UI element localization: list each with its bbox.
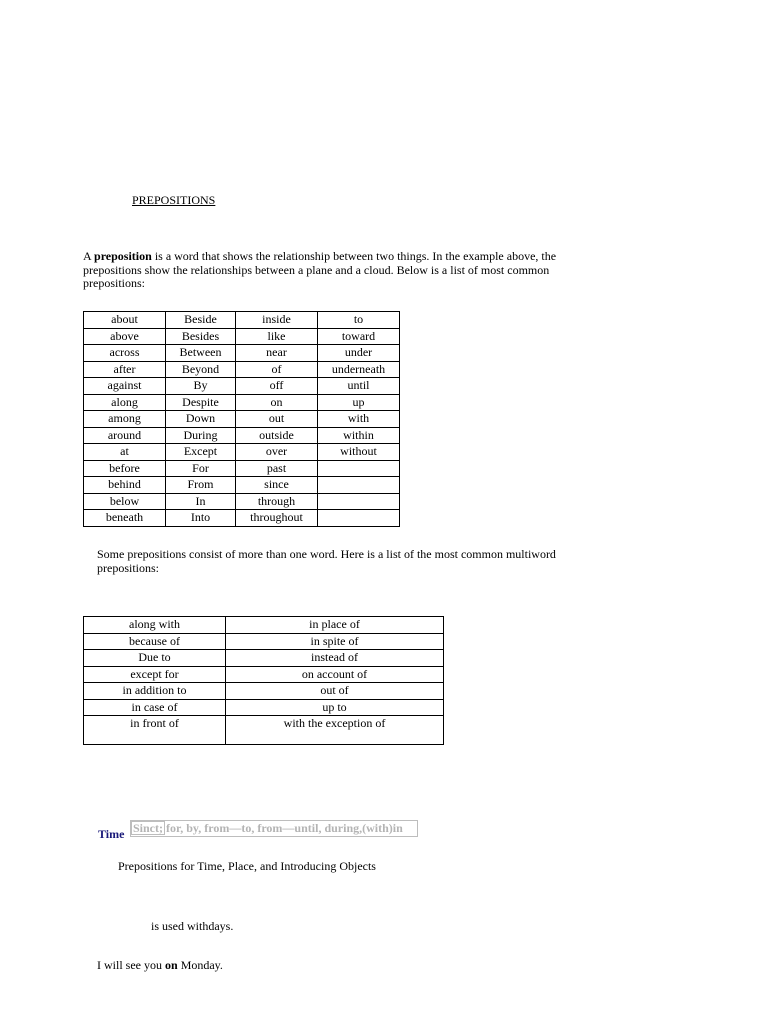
time-subbox xyxy=(131,821,165,835)
table-cell: against xyxy=(84,378,166,395)
table-cell: before xyxy=(84,460,166,477)
table-cell xyxy=(318,493,400,510)
table-cell: among xyxy=(84,411,166,428)
example-prefix: I will see you xyxy=(97,958,165,972)
table-cell: within xyxy=(318,427,400,444)
table-cell: Besides xyxy=(166,328,236,345)
table-cell: under xyxy=(318,345,400,362)
table-cell: throughout xyxy=(236,510,318,527)
table-row xyxy=(84,617,444,634)
table-cell: inside xyxy=(236,312,318,329)
table-row xyxy=(84,411,400,428)
table-cell: with xyxy=(318,411,400,428)
table-cell: at xyxy=(84,444,166,461)
table-cell: to xyxy=(318,312,400,329)
table-cell: since xyxy=(236,477,318,494)
table-cell: across xyxy=(84,345,166,362)
table-cell xyxy=(318,477,400,494)
table-cell: with the exception of xyxy=(226,716,444,745)
table-cell: off xyxy=(236,378,318,395)
table-cell: near xyxy=(236,345,318,362)
table-row xyxy=(84,328,400,345)
time-box-text: Sinct; for, by, from—to, from—until, during,(with)in xyxy=(133,821,403,835)
section-heading: Prepositions for Time, Place, and Introducing Objects xyxy=(118,859,376,873)
example-suffix: Monday. xyxy=(177,958,223,972)
table-row xyxy=(84,510,400,527)
table-cell: outside xyxy=(236,427,318,444)
table-row xyxy=(84,394,400,411)
table-row xyxy=(84,477,400,494)
table-cell: along xyxy=(84,394,166,411)
table-cell: out of xyxy=(226,683,444,700)
table-cell: Despite xyxy=(166,394,236,411)
table-cell: about xyxy=(84,312,166,329)
table-cell: Except xyxy=(166,444,236,461)
table-cell: behind xyxy=(84,477,166,494)
table-row xyxy=(84,699,444,716)
example-sentence xyxy=(97,958,223,973)
table-row xyxy=(84,345,400,362)
table-row xyxy=(84,683,444,700)
table-row xyxy=(84,460,400,477)
table-cell: in front of xyxy=(84,716,226,745)
table-cell: above xyxy=(84,328,166,345)
table-row xyxy=(84,361,400,378)
table-row xyxy=(84,633,444,650)
table-cell xyxy=(318,460,400,477)
time-label: Time xyxy=(98,827,125,841)
table-cell: instead of xyxy=(226,650,444,667)
common-prepositions-table xyxy=(83,311,400,527)
table-cell: Beyond xyxy=(166,361,236,378)
table-cell: of xyxy=(236,361,318,378)
table-cell: in spite of xyxy=(226,633,444,650)
table-cell: along with xyxy=(84,617,226,634)
example-bold: on xyxy=(165,958,178,972)
table-row xyxy=(84,666,444,683)
table-cell: underneath xyxy=(318,361,400,378)
used-with-line: is used withdays. xyxy=(151,919,234,933)
table-cell: toward xyxy=(318,328,400,345)
table-cell: through xyxy=(236,493,318,510)
table-cell: without xyxy=(318,444,400,461)
intro-prefix: A xyxy=(83,249,95,263)
table-cell: on xyxy=(236,394,318,411)
table-cell: out xyxy=(236,411,318,428)
table-cell: In xyxy=(166,493,236,510)
table-cell: on account of xyxy=(226,666,444,683)
table-cell: During xyxy=(166,427,236,444)
multiword-intro: Some prepositions consist of more than one word. Here is a list of the most common multiword prepositions: xyxy=(97,547,556,575)
table-row xyxy=(84,378,400,395)
table-cell: Into xyxy=(166,510,236,527)
table-cell: Beside xyxy=(166,312,236,329)
table-row xyxy=(84,427,400,444)
table-cell: around xyxy=(84,427,166,444)
table-row xyxy=(84,444,400,461)
table-cell: up xyxy=(318,394,400,411)
table-cell: Due to xyxy=(84,650,226,667)
table-cell: after xyxy=(84,361,166,378)
table-cell: like xyxy=(236,328,318,345)
table-cell: in addition to xyxy=(84,683,226,700)
multiword-prepositions-table xyxy=(83,616,444,745)
table-cell: beneath xyxy=(84,510,166,527)
intro-paragraph xyxy=(83,250,583,291)
time-textbox xyxy=(130,820,418,837)
table-cell: Down xyxy=(166,411,236,428)
table-cell: For xyxy=(166,460,236,477)
table-cell: Between xyxy=(166,345,236,362)
table-row xyxy=(84,650,444,667)
table-cell: except for xyxy=(84,666,226,683)
intro-rest: is a word that shows the relationship between two things. In the example above, the prepositions show the relationships between a plane and a cloud. Below is a list of most common prepositions: xyxy=(83,249,557,290)
table-cell: in case of xyxy=(84,699,226,716)
table-cell: in place of xyxy=(226,617,444,634)
table-row xyxy=(84,312,400,329)
table-cell: From xyxy=(166,477,236,494)
table-cell xyxy=(318,510,400,527)
table-cell: up to xyxy=(226,699,444,716)
table-cell: past xyxy=(236,460,318,477)
table-cell: because of xyxy=(84,633,226,650)
table-cell: below xyxy=(84,493,166,510)
table-row xyxy=(84,493,400,510)
table-cell: over xyxy=(236,444,318,461)
page-title: PREPOSITIONS xyxy=(132,193,216,207)
table-cell: until xyxy=(318,378,400,395)
table-cell: By xyxy=(166,378,236,395)
intro-bold-term: preposition xyxy=(94,249,152,263)
table-row xyxy=(84,716,444,745)
